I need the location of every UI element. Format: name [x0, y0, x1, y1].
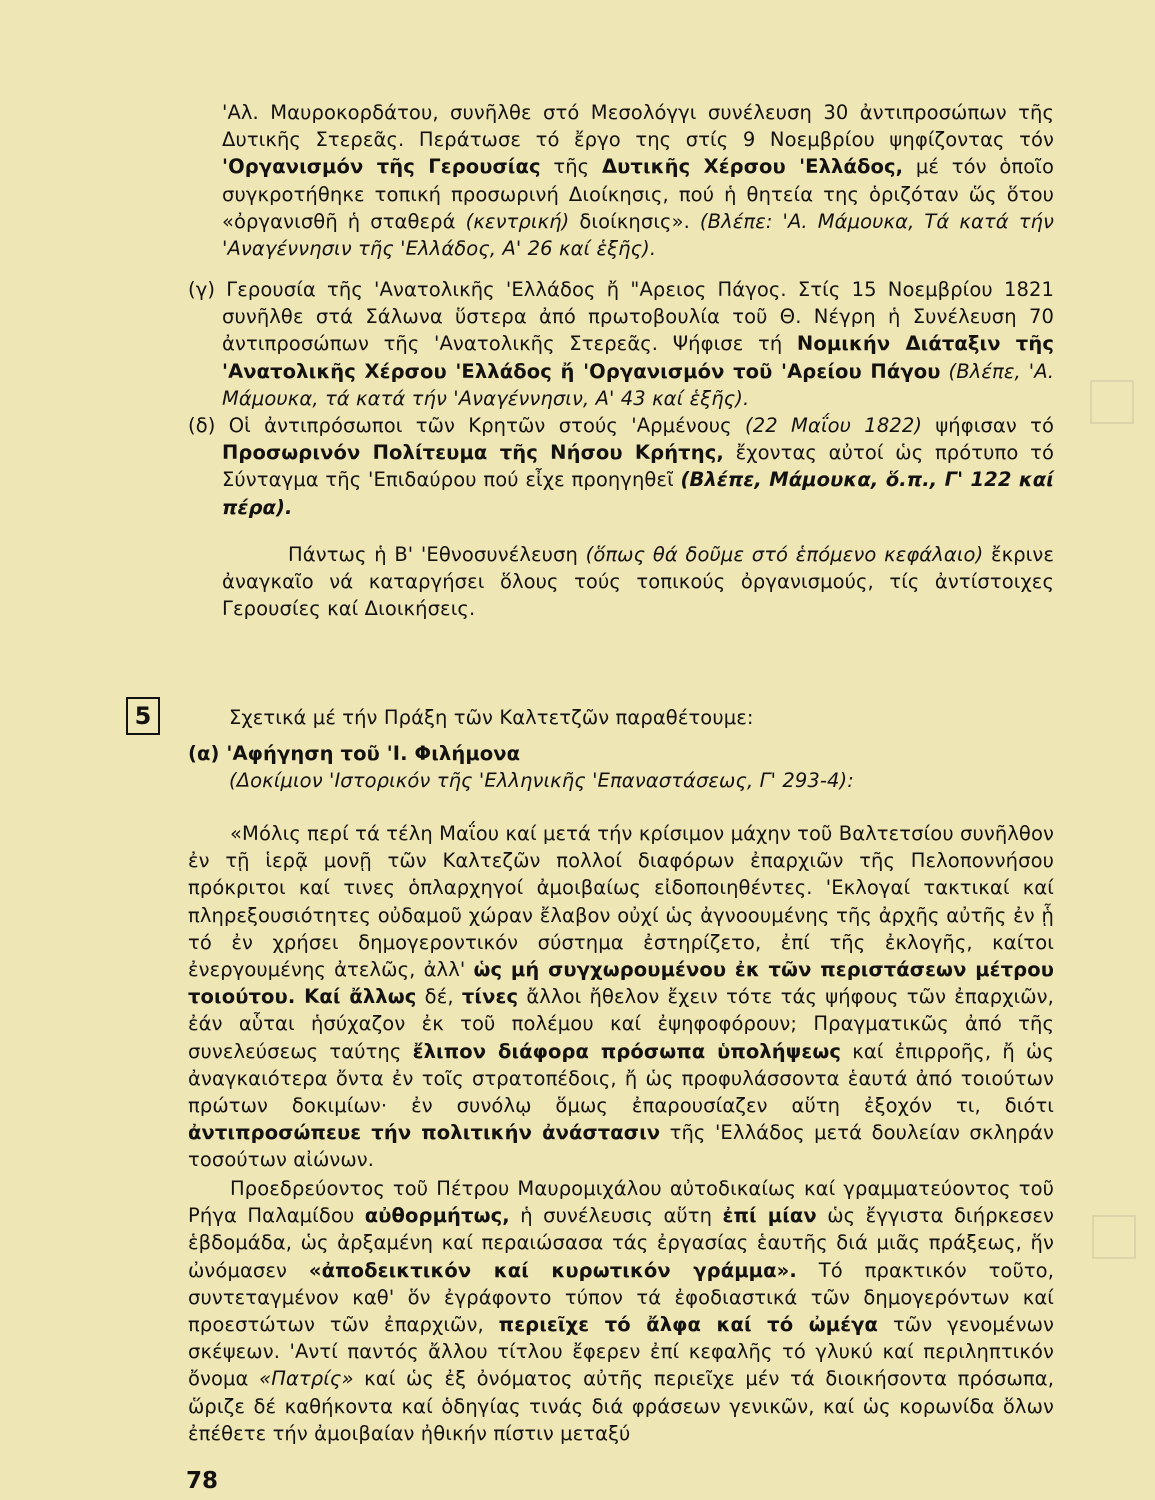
section-number-box: 5: [126, 697, 160, 735]
paragraph-kriti: (δ) Οἱ ἀντιπρόσωποι τῶν Κρητῶν στούς 'Αρμένους (22 Μαΐου 1822) ψήφισαν τό Προσωρινόν Πολίτευμα τῆς Νήσου Κρήτης, ἔχοντας αὐτοί ὡς πρότυπο τό Σύνταγμα τῆς 'Επιδαύρου πού εἶχε προηγηθεῖ (Βλέπε, Μάμουκα, ὅ.π., Γ' 122 καί πέρα).: [188, 414, 1054, 519]
paragraph-areios-pagos: (γ) Γερουσία τῆς 'Ανατολικῆς 'Ελλάδος ἤ "Αρειος Πάγος. Στίς 15 Νοεμβρίου 1821 συνῆλθε στά Σάλωνα ὕστερα ἀπό πρωτοβουλία τοῦ Θ. Νέγρη ἡ Συνέλευση 70 ἀντιπροσώπων τῆς 'Ανατολικῆς Στερεᾶς. Ψήφισε τή Νομικήν Διάταξιν τῆς 'Ανατολικῆς Χέρσου 'Ελλάδος ἤ 'Οργανισμόν τοῦ 'Αρείου Πάγου (Βλέπε, 'Α. Μάμουκα, τά κατά τήν 'Αναγέννησιν, Α' 43 καί ἑξῆς).: [188, 278, 1054, 410]
quote-paragraph-2: Προεδρεύοντος τοῦ Πέτρου Μαυρομιχάλου αὐτοδικαίως καί γραμματεύοντος τοῦ Ρήγα Παλαμίδου αὐθορμήτως, ἡ συνέλευσις αὕτη ἐπί μίαν ὡς ἔγγιστα διήρκεσεν ἑβδομάδα, ὡς ἀρξαμένη καί περαιώσασα τάς ἐργασίας ἑαυτῆς διά μιᾶς πράξεως, ἥν ὠνόμασεν «ἀποδεικτικόν καί κυρωτικόν γράμμα». Τό πρακτικόν τοῦτο, συντεταγμένον καθ' ὅν ἐγράφοντο τύπον τά ἐφοδιαστικά τῶν δημογερόντων καί προεστώτων τῶν ἐπαρχιῶν, περιεῖχε τό ἄλφα καί τό ὠμέγα τῶν γενομένων σκέψεων. 'Αντί παντός ἄλλου τίτλου ἔφερεν ἐπί κεφαλῆς τό γλυκύ καί περιληπτικόν ὄνομα «Πατρίς» καί ὡς ἐξ ὀνόματος αὐτῆς περιεῖχε μέν τά διοικήσοντα πρόσωπα, ὥριζε δέ καθήκοντα καί ὁδηγίας τινάς διά φράσεων γενικῶν, καί ὡς κορωνίδα ὅλων ἐπέθετε τήν ἀμοιβαίαν ἠθικήν πίστιν μεταξύ: [188, 1177, 1054, 1445]
show-through-decoration: [1092, 1215, 1136, 1259]
section-intro: Σχετικά μέ τήν Πράξη τῶν Καλτετζῶν παραθέτουμε:: [229, 706, 754, 729]
section-heading: (α) 'Αφήγηση τοῦ 'Ι. Φιλήμονα: [188, 742, 521, 765]
quote-paragraph-1: «Μόλις περί τά τέλη Μαΐου καί μετά τήν κρίσιμον μάχην τοῦ Βαλτετσίου συνῆλθον ἐν τῇ ἱερᾷ μονῇ τῶν Καλτεζῶν πολλοί διαφόρων ἐπαρχιῶν τῆς Πελοποννήσου πρόκριτοι καί τινες ὁπλαρχηγοί ἀμοιβαίως εἰδοποιηθέντες. 'Εκλογαί τακτικαί καί πληρεξουσιότητες οὐδαμοῦ χώραν ἔλαβον οὐχί ὡς ἀγνοουμένης τῆς ἀρχῆς αὐτῆς ἐν ᾗ τό ἐν χρήσει δημογεροντικόν σύστημα ἐστηρίζετο, ἐπί τῆς ἐκλογῆς, καίτοι ἐνεργουμένης ἀτελῶς, ἀλλ' ὡς μή συγχωρουμένου ἐκ τῶν περιστάσεων μέτρου τοιούτου. Καί ἄλλως δέ, τίνες ἄλλοι ἤθελον ἔχειν τότε τάς ψήφους τῶν ἐπαρχιῶν, ἐάν αὗται ἡσύχαζον ἐκ τοῦ πολέμου καί ἐψηφοφόρουν; Πραγματικῶς ἀπό τῆς συνελεύσεως ταύτης ἔλιπον διάφορα πρόσωπα ὑπολήψεως καί ἐπιρροῆς, ἤ ὡς ἀναγκαιότερα ὄντα ἐν τοῖς στρατοπέδοις, ἤ ὡς προφυλάσσοντα ἑαυτά ἀπό τοιούτων πρώτων δοκιμίων· ἐν συνόλῳ ὅμως ἐπαρουσίαζεν αὕτη ἐξοχόν τι, διότι ἀντιπροσώπευε τήν πολιτικήν ἀνάστασιν τῆς 'Ελλάδος μετά δουλείαν σκληράν τοσούτων αἰώνων.: [188, 822, 1054, 1172]
show-through-decoration: [1090, 380, 1134, 424]
paragraph-dytiki-gerousia: 'Αλ. Μαυροκορδάτου, συνῆλθε στό Μεσολόγγι συνέλευση 30 ἀντιπροσώπων τῆς Δυτικῆς Στερεᾶς. Περάτωσε τό ἔργο της στίς 9 Νοεμβρίου ψηφίζοντας τόν 'Οργανισμόν τῆς Γερουσίας τῆς Δυτικῆς Χέρσου 'Ελλάδος, μέ τόν ὁποῖο συγκροτήθηκε τοπική προσωρινή Διοίκησις, πού ἡ θητεία της ὁριζόταν ὥς ὅτου «ὀργανισθῆ ἡ σταθερά (κεντρική) διοίκησις». (Βλέπε: 'Α. Μάμουκα, Τά κατά τήν 'Αναγέννησιν τῆς 'Ελλάδος, Α' 26 καί ἑξῆς).: [222, 101, 1055, 261]
section-source: (Δοκίμιον 'Ιστορικόν τῆς 'Ελληνικῆς 'Επαναστάσεως, Γ' 293-4):: [229, 769, 854, 792]
paragraph-ethnosynelefsi: Πάντως ἡ Β' 'Εθνοσυνέλευση (ὅπως θά δοῦμε στό ἑπόμενο κεφάλαιο) ἔκρινε ἀναγκαῖο νά καταργήσει ὅλους τούς τοπικούς ὀργανισμούς, τίς ἀντίστοιχες Γερουσίες καί Διοικήσεις.: [222, 543, 1055, 621]
page-number: 78: [186, 1468, 219, 1494]
